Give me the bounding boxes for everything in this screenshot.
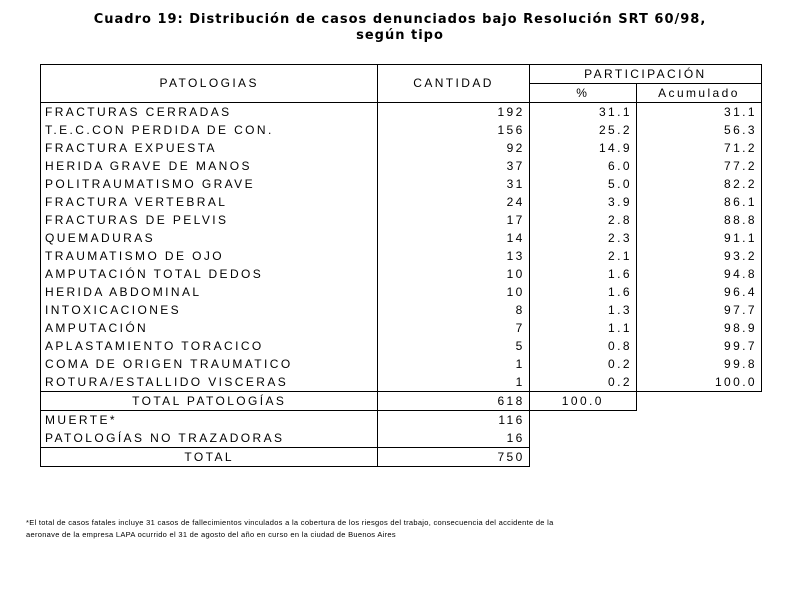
pathology-acumulado: 56.3: [636, 121, 761, 139]
muerte-row: [41, 411, 762, 430]
total-cantidad: 750: [378, 448, 529, 467]
table-row: [41, 139, 762, 157]
total-patologias-percent: 100.0: [529, 392, 636, 411]
pathology-acumulado: 99.8: [636, 355, 761, 373]
pathology-label: FRACTURAS CERRADAS: [41, 103, 378, 122]
table-row: [41, 337, 762, 355]
table-row: [41, 193, 762, 211]
pathology-label: FRACTURA VERTEBRAL: [41, 193, 378, 211]
pathology-acumulado: 91.1: [636, 229, 761, 247]
pathology-percent: 1.1: [529, 319, 636, 337]
pathology-label: POLITRAUMATISMO GRAVE: [41, 175, 378, 193]
table-row: [41, 373, 762, 392]
total-row: [41, 448, 762, 467]
pathology-percent: 1.6: [529, 265, 636, 283]
table-row: [41, 157, 762, 175]
pathology-label: FRACTURAS DE PELVIS: [41, 211, 378, 229]
pathology-cantidad: 13: [378, 247, 529, 265]
pathology-percent: 25.2: [529, 121, 636, 139]
pathology-cantidad: 10: [378, 265, 529, 283]
table-row: [41, 247, 762, 265]
pathology-label: APLASTAMIENTO TORACICO: [41, 337, 378, 355]
pathology-percent: 2.3: [529, 229, 636, 247]
pathology-cantidad: 1: [378, 373, 529, 392]
pathology-cantidad: 5: [378, 337, 529, 355]
pathology-label: AMPUTACIÓN: [41, 319, 378, 337]
muerte-label: MUERTE*: [41, 411, 378, 430]
pathology-acumulado: 31.1: [636, 103, 761, 122]
pathology-cantidad: 10: [378, 283, 529, 301]
pathology-label: FRACTURA EXPUESTA: [41, 139, 378, 157]
table-row: [41, 319, 762, 337]
pathology-cantidad: 8: [378, 301, 529, 319]
pathology-label: INTOXICACIONES: [41, 301, 378, 319]
pathology-label: ROTURA/ESTALLIDO VISCERAS: [41, 373, 378, 392]
cases-table: [40, 64, 762, 467]
pathology-cantidad: 192: [378, 103, 529, 122]
table-row: [41, 229, 762, 247]
pathology-percent: 0.2: [529, 355, 636, 373]
no-trazadoras-label: PATOLOGÍAS NO TRAZADORAS: [41, 429, 378, 448]
footnote-line-2: aeronave de la empresa LAPA ocurrido el 31 de agosto del año en curso en la ciudad de Buenos Aires: [26, 530, 396, 539]
no-trazadoras-row: [41, 429, 762, 448]
title-line-2: según tipo: [356, 28, 444, 43]
table-row: [41, 175, 762, 193]
table-row: [41, 103, 762, 122]
header-participacion: PARTICIPACIÓN: [529, 65, 761, 84]
pathology-acumulado: 93.2: [636, 247, 761, 265]
pathology-percent: 5.0: [529, 175, 636, 193]
pathology-acumulado: 100.0: [636, 373, 761, 392]
total-patologias-label: TOTAL PATOLOGÍAS: [41, 392, 378, 411]
header-acumulado: Acumulado: [636, 84, 761, 103]
table-row: [41, 301, 762, 319]
pathology-acumulado: 99.7: [636, 337, 761, 355]
pathology-label: HERIDA ABDOMINAL: [41, 283, 378, 301]
pathology-cantidad: 14: [378, 229, 529, 247]
pathology-label: T.E.C.CON PERDIDA DE CON.: [41, 121, 378, 139]
pathology-cantidad: 31: [378, 175, 529, 193]
header-patologias: PATOLOGIAS: [41, 65, 378, 103]
pathology-cantidad: 1: [378, 355, 529, 373]
empty-cell: [636, 448, 761, 467]
pathology-percent: 1.3: [529, 301, 636, 319]
pathology-percent: 2.1: [529, 247, 636, 265]
empty-cell: [529, 429, 636, 448]
empty-cell: [529, 448, 636, 467]
table-row: [41, 265, 762, 283]
pathology-acumulado: 82.2: [636, 175, 761, 193]
pathology-cantidad: 7: [378, 319, 529, 337]
pathology-label: COMA DE ORIGEN TRAUMATICO: [41, 355, 378, 373]
pathology-cantidad: 24: [378, 193, 529, 211]
pathology-percent: 3.9: [529, 193, 636, 211]
pathology-cantidad: 17: [378, 211, 529, 229]
total-patologias-row: [41, 392, 762, 411]
pathology-percent: 31.1: [529, 103, 636, 122]
pathology-label: QUEMADURAS: [41, 229, 378, 247]
pathology-acumulado: 86.1: [636, 193, 761, 211]
table-row: [41, 211, 762, 229]
pathology-acumulado: 77.2: [636, 157, 761, 175]
table-row: [41, 283, 762, 301]
footnote: [26, 517, 776, 541]
pathology-percent: 0.2: [529, 373, 636, 392]
muerte-cantidad: 116: [378, 411, 529, 430]
pathology-percent: 14.9: [529, 139, 636, 157]
no-trazadoras-cantidad: 16: [378, 429, 529, 448]
pathology-percent: 2.8: [529, 211, 636, 229]
title-line-1: Cuadro 19: Distribución de casos denunciados bajo Resolución SRT 60/98,: [93, 12, 707, 27]
header-percent: %: [529, 84, 636, 103]
empty-cell: [636, 411, 761, 430]
header-row-top: [41, 65, 762, 84]
pathology-acumulado: 94.8: [636, 265, 761, 283]
pathology-acumulado: 88.8: [636, 211, 761, 229]
table-row: [41, 355, 762, 373]
empty-cell: [529, 411, 636, 430]
pathology-percent: 6.0: [529, 157, 636, 175]
pathology-acumulado: 71.2: [636, 139, 761, 157]
pathology-cantidad: 92: [378, 139, 529, 157]
pathology-acumulado: 97.7: [636, 301, 761, 319]
total-patologias-cantidad: 618: [378, 392, 529, 411]
document-title: [0, 12, 800, 44]
total-label: TOTAL: [41, 448, 378, 467]
header-cantidad: CANTIDAD: [378, 65, 529, 103]
pathology-label: AMPUTACIÓN TOTAL DEDOS: [41, 265, 378, 283]
pathology-cantidad: 156: [378, 121, 529, 139]
pathology-acumulado: 98.9: [636, 319, 761, 337]
pathology-label: HERIDA GRAVE DE MANOS: [41, 157, 378, 175]
table-row: [41, 121, 762, 139]
pathology-cantidad: 37: [378, 157, 529, 175]
pathology-label: TRAUMATISMO DE OJO: [41, 247, 378, 265]
pathology-acumulado: 96.4: [636, 283, 761, 301]
empty-cell: [636, 392, 761, 411]
pathology-percent: 0.8: [529, 337, 636, 355]
empty-cell: [636, 429, 761, 448]
pathology-percent: 1.6: [529, 283, 636, 301]
footnote-line-1: *El total de casos fatales incluye 31 casos de fallecimientos vinculados a la cobertura de los riesgos del trabajo, consecuencia del accidente de la: [26, 518, 554, 527]
